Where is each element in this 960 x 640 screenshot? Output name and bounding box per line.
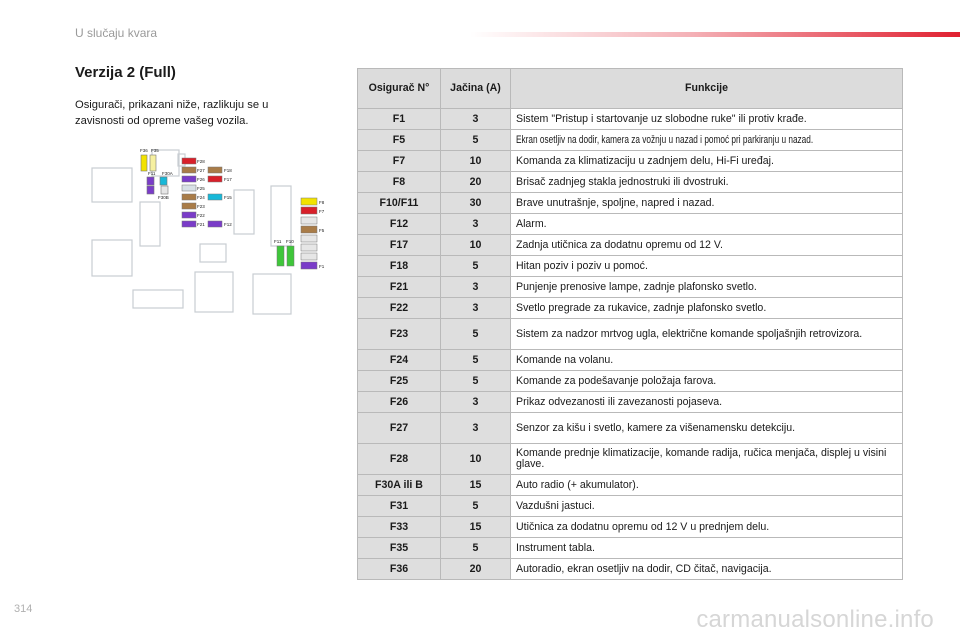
table-header-row (358, 69, 903, 109)
fuse-function: Brisač zadnjeg stakla jednostruki ili dvostruki. (511, 172, 903, 193)
table-row (358, 277, 903, 298)
fuse-number: F36 (358, 559, 441, 580)
fuse-number: F23 (358, 319, 441, 350)
fuse-rating: 3 (440, 392, 510, 413)
table-row (358, 413, 903, 444)
fuse-number: F17 (358, 235, 441, 256)
diagram-label: F15 (224, 195, 232, 200)
fuse-rating: 5 (440, 319, 510, 350)
fuse-number: F12 (358, 214, 441, 235)
diagram-label: F22 (197, 213, 205, 218)
diagram-label: F21 (197, 222, 205, 227)
fuse-box-slots (92, 150, 291, 314)
table-row (358, 538, 903, 559)
diagram-label: F36 (140, 148, 148, 153)
fuse-number: F26 (358, 392, 441, 413)
fuse-number: F21 (358, 277, 441, 298)
diagram-label: F5 (319, 228, 325, 233)
fuse-function: Hitan poziv i poziv u pomoć. (511, 256, 903, 277)
fuse-number: F7 (358, 151, 441, 172)
fuse-box-diagram (85, 140, 330, 325)
fuse-number: F35 (358, 538, 441, 559)
fuse-number: F31 (358, 496, 441, 517)
diagram-label: F25 (197, 186, 205, 191)
fuse-function-text: Ekran osetljiv na dodir, kamera za vožnju u nazad i pomoć pri parkiranju u nazad. (516, 133, 814, 146)
diagram-label: F8 (319, 200, 325, 205)
fuse-rating: 5 (440, 130, 510, 151)
fuse-number: F8 (358, 172, 441, 193)
fuse-number: F24 (358, 350, 441, 371)
table-row (358, 517, 903, 538)
intro-text: Osigurači, prikazani niže, razlikuju se u zavisnosti od opreme vašeg vozila. (75, 99, 269, 127)
diagram-label: F35 (151, 148, 159, 153)
fuse-function: Auto radio (+ akumulator). (511, 475, 903, 496)
diagram-label: F28 (197, 159, 205, 164)
table-row (358, 392, 903, 413)
diagram-label: F12 (224, 222, 232, 227)
section-header: U slučaju kvara (75, 26, 158, 40)
fuse-number: F18 (358, 256, 441, 277)
fuse-number: F22 (358, 298, 441, 319)
fuse-function: Komande na volanu. (511, 350, 903, 371)
header-accent-bar (470, 32, 960, 37)
fuse-function: Komande prednje klimatizacije, komande radija, ručica menjača, displej u visini glave. (511, 444, 903, 475)
diagram-label: F1 (319, 264, 325, 269)
fuse-rating: 5 (440, 496, 510, 517)
fuse-number: F1 (358, 109, 441, 130)
diagram-label: F24 (197, 195, 205, 200)
table-row (358, 444, 903, 475)
column-header-function: Funkcije (511, 69, 903, 109)
column-header-fuse-number: Osigurač N° (358, 69, 441, 109)
diagram-label: F23 (197, 204, 205, 209)
fuse-function: Sistem za nadzor mrtvog ugla, električne komande spoljašnjih retrovizora. (511, 319, 903, 350)
page-number: 314 (14, 603, 33, 615)
table-row (358, 256, 903, 277)
fuse-number: F33 (358, 517, 441, 538)
fuse-function: Komanda za klimatizaciju u zadnjem delu, Hi-Fi uređaj. (511, 151, 903, 172)
fuse-rating: 10 (440, 151, 510, 172)
table-row (358, 298, 903, 319)
fuse-function: Brave unutrašnje, spoljne, napred i nazad. (511, 193, 903, 214)
fuse-table (357, 68, 903, 580)
fuse-rating: 5 (440, 371, 510, 392)
fuse-number: F10/F11 (358, 193, 441, 214)
fuse-rating: 3 (440, 298, 510, 319)
diagram-label: F26 (197, 177, 205, 182)
fuse-function: Prikaz odvezanosti ili zavezanosti pojaseva. (511, 392, 903, 413)
diagram-label: F11 (148, 171, 156, 176)
table-row (358, 559, 903, 580)
fuse-rating: 3 (440, 277, 510, 298)
table-row (358, 193, 903, 214)
fuse-rating: 20 (440, 559, 510, 580)
diagram-label: F17 (224, 177, 232, 182)
fuse-rating: 3 (440, 214, 510, 235)
table-row (358, 151, 903, 172)
table-row (358, 319, 903, 350)
table-row (358, 371, 903, 392)
fuse-number: F30A ili B (358, 475, 441, 496)
fuse-function: Alarm. (511, 214, 903, 235)
diagram-label: F27 (197, 168, 205, 173)
table-row (358, 475, 903, 496)
fuse-function: Autoradio, ekran osetljiv na dodir, CD čitač, navigacija. (511, 559, 903, 580)
diagram-label: F30B (158, 195, 169, 200)
page-title: Verzija 2 (Full) (75, 64, 176, 81)
column-header-rating: Jačina (A) (440, 69, 510, 109)
fuse-rating: 15 (440, 475, 510, 496)
fuse-number: F25 (358, 371, 441, 392)
diagram-label: F30A (162, 171, 173, 176)
table-row (358, 235, 903, 256)
fuse-function: Komande za podešavanje položaja farova. (511, 371, 903, 392)
fuse-rating: 30 (440, 193, 510, 214)
fuse-function (511, 130, 903, 151)
fuse-number: F28 (358, 444, 441, 475)
fuse-number: F5 (358, 130, 441, 151)
table-row (358, 214, 903, 235)
fuse-function: Senzor za kišu i svetlo, kamere za višenamensku detekciju. (511, 413, 903, 444)
fuse-rating: 5 (440, 538, 510, 559)
fuse-function: Sistem "Pristup i startovanje uz slobodne ruke" ili protiv krađe. (511, 109, 903, 130)
table-row (358, 172, 903, 193)
fuse-function: Instrument tabla. (511, 538, 903, 559)
watermark: carmanualsonline.info (696, 606, 934, 633)
fuse-rating: 10 (440, 235, 510, 256)
fuse-rating: 20 (440, 172, 510, 193)
fuse-rating: 10 (440, 444, 510, 475)
diagram-label: F18 (224, 168, 232, 173)
fuse-rating: 5 (440, 350, 510, 371)
diagram-label: F11 (274, 239, 282, 244)
fuse-function: Zadnja utičnica za dodatnu opremu od 12 V. (511, 235, 903, 256)
fuse-rating: 3 (440, 109, 510, 130)
fuse-function: Svetlo pregrade za rukavice, zadnje plafonsko svetlo. (511, 298, 903, 319)
table-row (358, 130, 903, 151)
fuse-right-column (277, 198, 317, 269)
table-row (358, 350, 903, 371)
table-row (358, 109, 903, 130)
diagram-label: F10 (286, 239, 294, 244)
fuse-rating: 15 (440, 517, 510, 538)
fuse-rating: 5 (440, 256, 510, 277)
fuse-rating: 3 (440, 413, 510, 444)
fuse-function: Punjenje prenosive lampe, zadnje plafonsko svetlo. (511, 277, 903, 298)
fuse-function: Vazdušni jastuci. (511, 496, 903, 517)
fuse-number: F27 (358, 413, 441, 444)
diagram-label: F7 (319, 209, 325, 214)
table-row (358, 496, 903, 517)
fuse-function: Utičnica za dodatnu opremu od 12 V u prednjem delu. (511, 517, 903, 538)
